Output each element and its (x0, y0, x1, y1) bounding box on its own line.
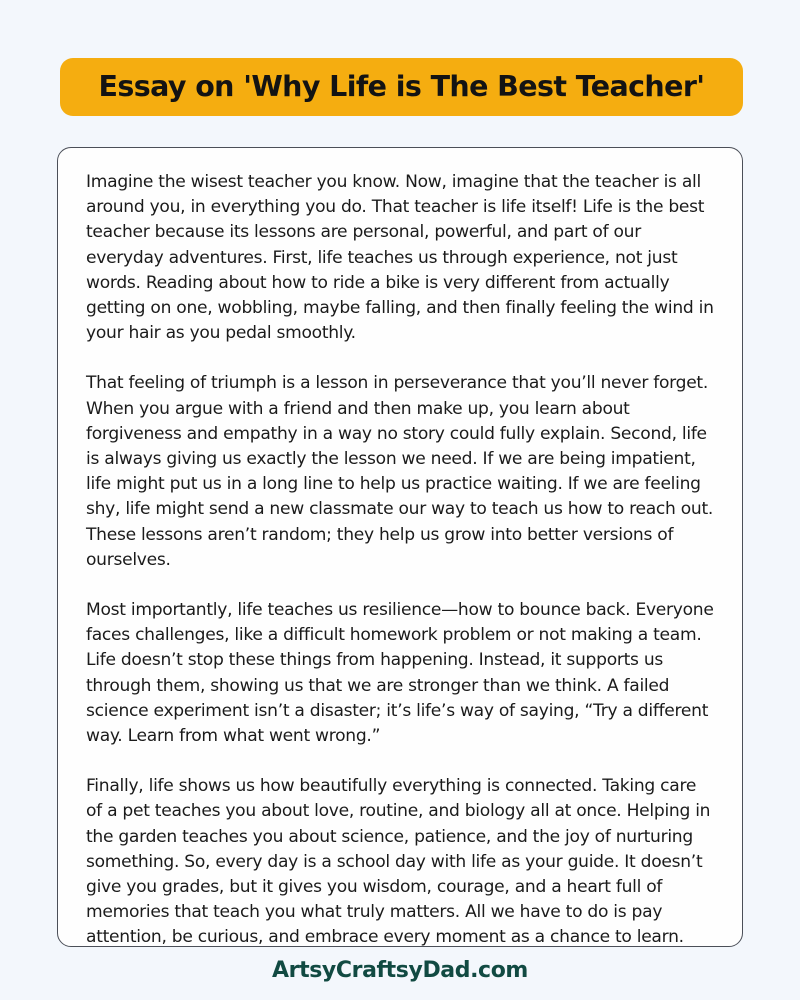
site-footer (0, 958, 800, 983)
site-brand-label: ArtsyCraftsyDad.com (272, 958, 528, 983)
essay-paragraph-3: Most importantly, life teaches us resilience—how to bounce back. Everyone faces challenges, like a difficult homework problem or not making a team. Life doesn’t stop these things from happening. Instead, it supports us through them, showing us that we are stronger than we think. A failed science experiment isn’t a disaster; it’s life’s way of saying, “Try a different way. Learn from what went wrong.” (86, 600, 714, 747)
essay-paragraph-1: Imagine the wisest teacher you know. Now, imagine that the teacher is all around you, in everything you do. That teacher is life itself! Life is the best teacher because its lessons are personal, powerful, and part of our everyday adventures. First, life teaches us through experience, not just words. Reading about how to ride a bike is very different from actually getting on one, wobbling, maybe falling, and then finally feeling the wind in your hair as you pedal smoothly. (86, 172, 714, 344)
title-banner (60, 58, 743, 116)
essay-paragraph-2: That feeling of triumph is a lesson in perseverance that you’ll never forget. When you argue with a friend and then make up, you learn about forgiveness and empathy in a way no story could fully explain. Second, life is always giving us exactly the lesson we need. If we are being impatient, life might put us in a long line to help us practice waiting. If we are feeling shy, life might send a new classmate our way to teach us how to reach out. These lessons aren’t random; they help us grow into better versions of ourselves. (86, 373, 714, 570)
essay-card (57, 147, 743, 947)
essay-paragraph-4: Finally, life shows us how beautifully everything is connected. Taking care of a pet teaches you about love, routine, and biology all at once. Helping in the garden teaches you about science, patience, and the joy of nurturing something. So, every day is a school day with life as your guide. It doesn’t give you grades, but it gives you wisdom, courage, and a heart full of memories that teach you what truly matters. All we have to do is pay attention, be curious, and embrace every moment as a chance to learn. (86, 776, 711, 947)
page-title: Essay on 'Why Life is The Best Teacher' (98, 69, 705, 103)
essay-body (86, 170, 714, 947)
